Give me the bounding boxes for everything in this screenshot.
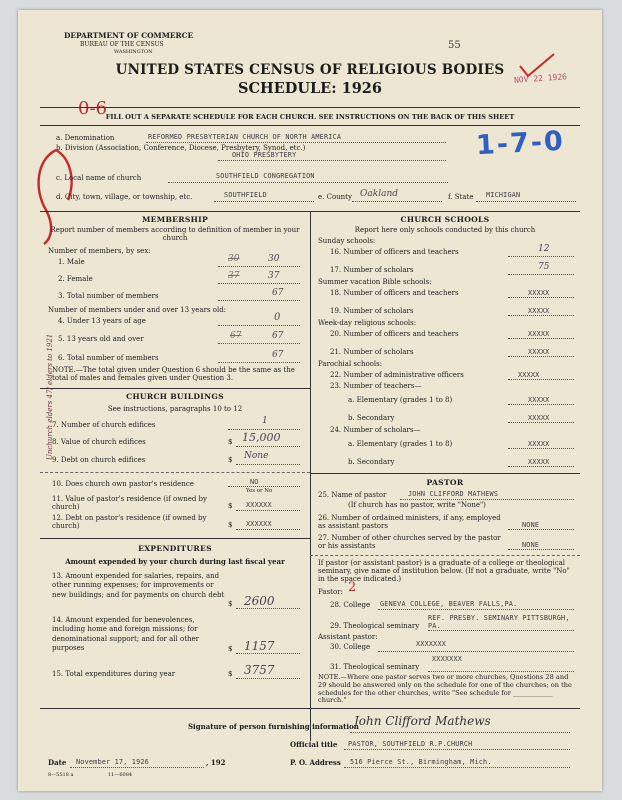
received-date-stamp: NOV 22 1926 bbox=[513, 72, 568, 85]
pastor-college-value: GENEVA COLLEGE, BEAVER FALLS,PA. bbox=[380, 600, 518, 608]
owns-residence-value: NO bbox=[250, 478, 259, 486]
date-label: Date bbox=[48, 758, 67, 767]
assistant-college-label: 30. College bbox=[330, 643, 371, 651]
membership-intro: Report number of members according to definition of member in your church bbox=[50, 226, 300, 242]
form-number: 55 bbox=[448, 40, 461, 51]
print-code: 8—5518 a bbox=[48, 772, 74, 778]
assistant-seminary-label: 31. Theological seminary bbox=[330, 663, 420, 671]
signature-value: John Clifford Mathews bbox=[354, 714, 491, 728]
residence-value-label: 11. Value of pastor's residence (if owned by church) bbox=[52, 495, 207, 511]
pastor-seminary-value: REF. PRESBY. SEMINARY PITTSBURGH, PA. bbox=[428, 614, 570, 630]
female-struck-value: 37 bbox=[228, 271, 240, 281]
running-expenses-label: 13. Amount expended for salaries, repairs, and other running expenses; for improvements or new buildings; and for payments on church debt bbox=[52, 572, 225, 599]
pastor-note: NOTE.—Where one pastor serves two or more churches, Questions 28 and 29 should be answered only on the schedule for one of the churches; on the schedules for the other churches, write "See schedule for ____________ church." bbox=[318, 673, 572, 705]
total-expenditures-value: 3757 bbox=[244, 663, 275, 677]
dept-name: DEPARTMENT OF COMMERCE bbox=[64, 31, 194, 40]
expenditures-intro: Amount expended by your church during last fiscal year bbox=[65, 557, 285, 566]
owns-residence-label: 10. Does church own pastor's residence bbox=[52, 480, 194, 488]
vacation-officers-label: 18. Number of officers and teachers bbox=[330, 289, 459, 297]
instructions-line: FILL OUT A SEPARATE SCHEDULE FOR EACH CHURCH. SEE INSTRUCTIONS ON THE BACK OF THIS SHEET bbox=[105, 113, 515, 121]
residence-value-dollar: $ bbox=[228, 502, 233, 510]
edifices-value: 1 bbox=[262, 416, 268, 426]
residence-debt-label: 12. Debt on pastor's residence (if owned by church) bbox=[52, 514, 207, 530]
red-code-annotation: 0-6 bbox=[78, 98, 107, 119]
pastor-name-hint: (If church has no pastor, write "None") bbox=[348, 501, 486, 509]
residence-debt-dollar: $ bbox=[228, 521, 233, 529]
male-struck-value: 30 bbox=[228, 254, 240, 264]
membership-heading: MEMBERSHIP bbox=[141, 215, 209, 224]
margin-note: Unchurch elders 47/ elders to 1921 bbox=[46, 333, 54, 460]
scholars-secondary-value: XXXXX bbox=[528, 458, 550, 466]
female-value: 37 bbox=[268, 271, 280, 281]
edifice-value-value: 15,000 bbox=[242, 431, 281, 444]
edifice-debt-dollar: $ bbox=[228, 456, 233, 464]
buildings-intro: See instructions, paragraphs 10 to 12 bbox=[107, 405, 243, 413]
over-13-struck-value: 67 bbox=[230, 331, 242, 341]
assistant-college-value: XXXXXXX bbox=[416, 640, 447, 648]
sunday-scholars-label: 17. Number of scholars bbox=[330, 266, 414, 274]
graduate-note: If pastor (or assistant pastor) is a graduate of a college or theological seminary, give name of institution below. (If not a graduate, write "No" in the space indicated.) bbox=[318, 559, 570, 583]
pastor-red-mark: 2 bbox=[348, 580, 357, 595]
pastor-name-value: JOHN CLIFFORD MATHEWS bbox=[408, 490, 499, 498]
female-label: 2. Female bbox=[58, 275, 93, 283]
state-label: f. State bbox=[448, 193, 474, 201]
division-label: b. Division (Association, Conference, Diocese, Presbytery, Synod, etc.) bbox=[56, 144, 306, 152]
vacation-officers-value: XXXXX bbox=[528, 289, 550, 297]
schools-heading: CHURCH SCHOOLS bbox=[400, 215, 490, 224]
po-address-value: 516 Pierce St., Birmingham, Mich. bbox=[350, 758, 492, 766]
weekday-scholars-label: 21. Number of scholars bbox=[330, 348, 414, 356]
date-year-suffix: , 192 bbox=[206, 758, 226, 767]
pastor-college-label: 28. College bbox=[330, 601, 371, 609]
city-value: SOUTHFIELD bbox=[224, 191, 267, 199]
under-13-value: 0 bbox=[274, 312, 281, 323]
benevolences-value: 1157 bbox=[244, 639, 275, 653]
vacation-scholars-label: 19. Number of scholars bbox=[330, 307, 414, 315]
teachers-elementary-value: XXXXX bbox=[528, 396, 550, 404]
parochial-schools-label: Parochial schools: bbox=[318, 360, 383, 368]
parochial-admin-value: XXXXX bbox=[518, 371, 540, 379]
residence-debt-value: XXXXXX bbox=[246, 520, 272, 528]
city-name: WASHINGTON bbox=[114, 49, 153, 55]
sunday-scholars-value: 75 bbox=[538, 262, 550, 272]
bureau-name: BUREAU OF THE CENSUS bbox=[80, 41, 164, 48]
parochial-admin-label: 22. Number of administrative officers bbox=[330, 371, 464, 379]
benevolences-dollar: $ bbox=[228, 645, 233, 653]
total-expenditures-label: 15. Total expenditures during year bbox=[52, 670, 176, 678]
division-value: OHIO PRESBYTERY bbox=[232, 151, 297, 159]
edifice-value-label: 8. Value of church edifices bbox=[52, 438, 146, 446]
state-value: MICHIGAN bbox=[486, 191, 521, 199]
sunday-officers-value: 12 bbox=[538, 244, 550, 254]
benevolences-label: 14. Amount expended for benevolences, including home and foreign missions; for denominational support; and for all other purposes bbox=[52, 616, 199, 653]
form-subtitle: SCHEDULE: 1926 bbox=[238, 80, 382, 97]
local-name-label: c. Local name of church bbox=[56, 174, 142, 182]
sunday-officers-label: 16. Number of officers and teachers bbox=[330, 248, 459, 256]
age-intro: Number of members under and over 13 years old: bbox=[48, 306, 227, 314]
edifices-label: 7. Number of church edifices bbox=[52, 421, 156, 429]
over-13-value: 67 bbox=[272, 331, 284, 341]
date-value: November 17, 1926 bbox=[76, 758, 149, 766]
assistant-pastors-label: 26. Number of ordained ministers, if any, employed as assistant pastors bbox=[318, 514, 501, 530]
schools-intro: Report here only schools conducted by this church bbox=[354, 226, 536, 234]
male-value: 30 bbox=[268, 254, 280, 264]
membership-note: NOTE.—The total given under Question 6 should be the same as the total of males and females given under Question 3. bbox=[52, 366, 295, 382]
other-churches-value: NONE bbox=[522, 541, 540, 549]
total-members-2-value: 67 bbox=[272, 350, 284, 360]
teachers-secondary-label: b. Secondary bbox=[348, 414, 395, 422]
official-title-value: PASTOR, SOUTHFIELD R.P.CHURCH bbox=[348, 740, 473, 748]
weekday-schools-label: Week-day religious schools: bbox=[318, 319, 417, 327]
scholars-elementary-label: a. Elementary (grades 1 to 8) bbox=[348, 440, 453, 448]
pastor-heading: PASTOR bbox=[426, 478, 464, 487]
pastor-name-label: 25. Name of pastor bbox=[318, 491, 387, 499]
total-expenditures-dollar: $ bbox=[228, 670, 233, 678]
weekday-officers-value: XXXXX bbox=[528, 330, 550, 338]
city-label: d. City, town, village, or township, etc. bbox=[56, 193, 193, 201]
vacation-schools-label: Summer vacation Bible schools: bbox=[318, 278, 432, 286]
teachers-secondary-value: XXXXX bbox=[528, 414, 550, 422]
running-expenses-value: 2600 bbox=[244, 594, 275, 608]
total-members-label: 3. Total number of members bbox=[58, 292, 159, 300]
assistant-pastor-label: Assistant pastor: bbox=[318, 633, 378, 641]
blue-code-annotation: 1-7-0 bbox=[475, 125, 566, 162]
weekday-scholars-value: XXXXX bbox=[528, 348, 550, 356]
denomination-value: REFORMED PRESBYTERIAN CHURCH OF NORTH AMERICA bbox=[148, 133, 342, 141]
edifice-debt-label: 9. Debt on church edifices bbox=[52, 456, 146, 464]
other-churches-label: 27. Number of other churches served by the pastor or his assistants bbox=[318, 534, 501, 550]
edifice-debt-value: None bbox=[244, 451, 269, 461]
pastor-seminary-label: 29. Theological seminary bbox=[330, 622, 420, 630]
residence-value-value: XXXXXX bbox=[246, 501, 272, 509]
parochial-teachers-label: 23. Number of teachers— bbox=[330, 382, 422, 390]
print-code-2: 11—6084 bbox=[108, 772, 133, 778]
county-value: Oakland bbox=[360, 189, 398, 199]
over-13-label: 5. 13 years old and over bbox=[58, 335, 144, 343]
scholars-elementary-value: XXXXX bbox=[528, 440, 550, 448]
signature-label: Signature of person furnishing information bbox=[188, 722, 359, 731]
male-label: 1. Male bbox=[58, 258, 85, 266]
local-name-value: SOUTHFIELD CONGREGATION bbox=[216, 172, 315, 180]
teachers-elementary-label: a. Elementary (grades 1 to 8) bbox=[348, 396, 453, 404]
weekday-officers-label: 20. Number of officers and teachers bbox=[330, 330, 459, 338]
form-title: UNITED STATES CENSUS OF RELIGIOUS BODIES bbox=[115, 62, 505, 78]
running-expenses-dollar: $ bbox=[228, 600, 233, 608]
total-members-2-label: 6. Total number of members bbox=[58, 354, 159, 362]
buildings-heading: CHURCH BUILDINGS bbox=[126, 392, 224, 401]
vacation-scholars-value: XXXXX bbox=[528, 307, 550, 315]
po-address-label: P. O. Address bbox=[290, 758, 341, 767]
denomination-label: a. Denomination bbox=[56, 134, 115, 142]
expenditures-heading: EXPENDITURES bbox=[138, 544, 212, 553]
scholars-secondary-label: b. Secondary bbox=[348, 458, 395, 466]
by-sex-label: Number of members, by sex: bbox=[48, 247, 151, 255]
under-13-label: 4. Under 13 years of age bbox=[58, 317, 146, 325]
parochial-scholars-label: 24. Number of scholars— bbox=[330, 426, 421, 434]
assistant-pastors-value: NONE bbox=[522, 521, 540, 529]
pastor-sub-label: Pastor: bbox=[318, 588, 343, 596]
census-schedule-sheet bbox=[18, 10, 602, 791]
yes-no-hint: Yes or No bbox=[246, 488, 273, 494]
official-title-label: Official title bbox=[290, 740, 338, 749]
total-members-value: 67 bbox=[272, 288, 284, 298]
county-label: e. County bbox=[318, 193, 352, 201]
assistant-seminary-value: XXXXXXX bbox=[432, 655, 463, 663]
sunday-schools-label: Sunday schools: bbox=[318, 237, 376, 245]
edifice-value-dollar: $ bbox=[228, 438, 233, 446]
